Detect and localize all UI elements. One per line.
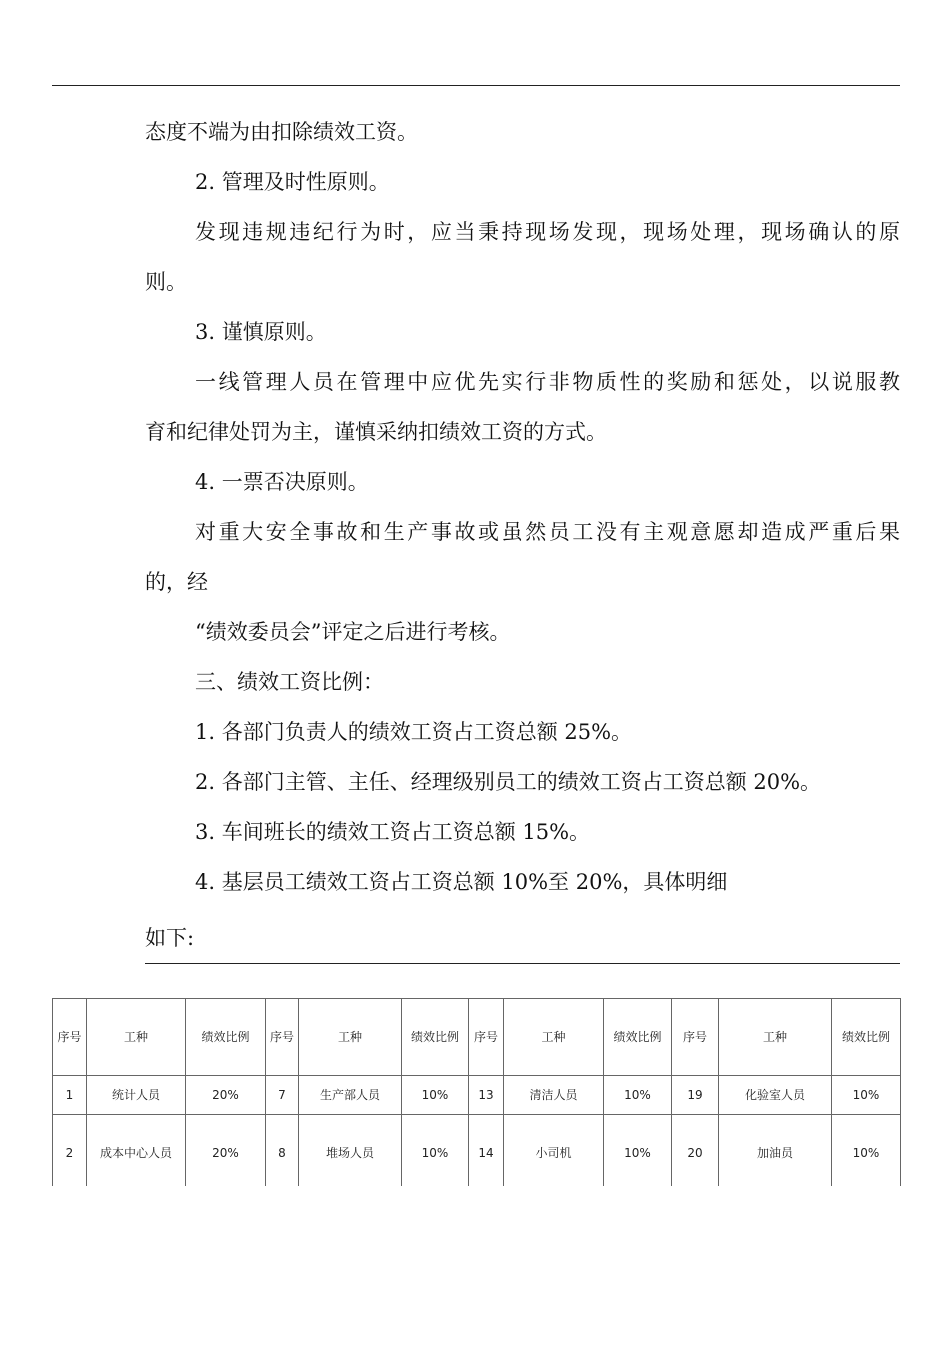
table-header-cell: 绩效比例 — [402, 999, 469, 1076]
table-header-cell: 序号 — [266, 999, 299, 1076]
table-header-cell: 绩效比例 — [604, 999, 672, 1076]
table-header-cell: 绩效比例 — [186, 999, 266, 1076]
table-row — [53, 1076, 901, 1115]
paragraph-line: “绩效委员会”评定之后进行考核。 — [195, 620, 511, 644]
performance-ratio-table — [52, 998, 901, 1191]
table-cell: 小司机 — [504, 1115, 604, 1192]
table-cell: 生产部人员 — [299, 1076, 402, 1115]
section-heading-timeliness: 2. 管理及时性原则。 — [195, 170, 390, 194]
table-cell: 堆场人员 — [299, 1115, 402, 1192]
paragraph-line: 发现违规违纪行为时，应当秉持现场发现，现场处理，现场确认的原 — [195, 220, 900, 244]
section-heading-veto: 4. 一票否决原则。 — [195, 470, 369, 494]
table-cell: 20 — [672, 1115, 719, 1192]
table-cell: 8 — [266, 1115, 299, 1192]
table-cell: 19 — [672, 1076, 719, 1115]
paragraph-line: 态度不端为由扣除绩效工资。 — [145, 120, 418, 144]
table-cell: 10% — [402, 1115, 469, 1192]
paragraph-line: 一线管理人员在管理中应优先实行非物质性的奖励和惩处，以说服教 — [195, 370, 900, 394]
table-header-cell: 工种 — [719, 999, 832, 1076]
table-cell: 7 — [266, 1076, 299, 1115]
table-cell: 10% — [604, 1076, 672, 1115]
table-cell: 10% — [832, 1115, 901, 1192]
table-header-cell: 序号 — [53, 999, 87, 1076]
table-cell: 清洁人员 — [504, 1076, 604, 1115]
paragraph-line: 的，经 — [145, 570, 208, 594]
table-cell: 20% — [186, 1115, 266, 1192]
paragraph-line: 则。 — [145, 270, 187, 294]
table-cell: 化验室人员 — [719, 1076, 832, 1115]
section-rule — [145, 963, 900, 964]
table-header-cell: 工种 — [87, 999, 186, 1076]
table-cell: 2 — [53, 1115, 87, 1192]
table-cell: 成本中心人员 — [87, 1115, 186, 1192]
table-cell: 10% — [402, 1076, 469, 1115]
table-header-cell: 工种 — [299, 999, 402, 1076]
table-row — [53, 1115, 901, 1192]
header-rule — [52, 85, 900, 86]
table-header-cell: 序号 — [672, 999, 719, 1076]
table-header-cell: 绩效比例 — [832, 999, 901, 1076]
table-cell: 1 — [53, 1076, 87, 1115]
table-cell: 13 — [469, 1076, 504, 1115]
table-header-cell: 序号 — [469, 999, 504, 1076]
page-blank-area — [0, 1186, 950, 1346]
ratio-item: 1. 各部门负责人的绩效工资占工资总额 25%。 — [195, 720, 633, 744]
table-cell: 统计人员 — [87, 1076, 186, 1115]
ratio-item: 2. 各部门主管、主任、经理级别员工的绩效工资占工资总额 20%。 — [195, 770, 822, 794]
section-heading-ratio: 三、绩效工资比例： — [195, 670, 384, 694]
table-header-cell: 工种 — [504, 999, 604, 1076]
table-cell: 10% — [832, 1076, 901, 1115]
paragraph-line: 如下: — [145, 926, 195, 950]
section-heading-prudence: 3. 谨慎原则。 — [195, 320, 327, 344]
paragraph-line: 对重大安全事故和生产事故或虽然员工没有主观意愿却造成严重后果 — [195, 520, 900, 544]
table-cell: 10% — [604, 1115, 672, 1192]
table-cell: 14 — [469, 1115, 504, 1192]
table-cell: 20% — [186, 1076, 266, 1115]
ratio-item: 3. 车间班长的绩效工资占工资总额 15%。 — [195, 820, 591, 844]
ratio-item: 4. 基层员工绩效工资占工资总额 10%至 20%，具体明细 — [195, 870, 728, 894]
table-cell: 加油员 — [719, 1115, 832, 1192]
table-header-row — [53, 999, 901, 1076]
paragraph-line: 育和纪律处罚为主，谨慎采纳扣绩效工资的方式。 — [145, 420, 607, 444]
